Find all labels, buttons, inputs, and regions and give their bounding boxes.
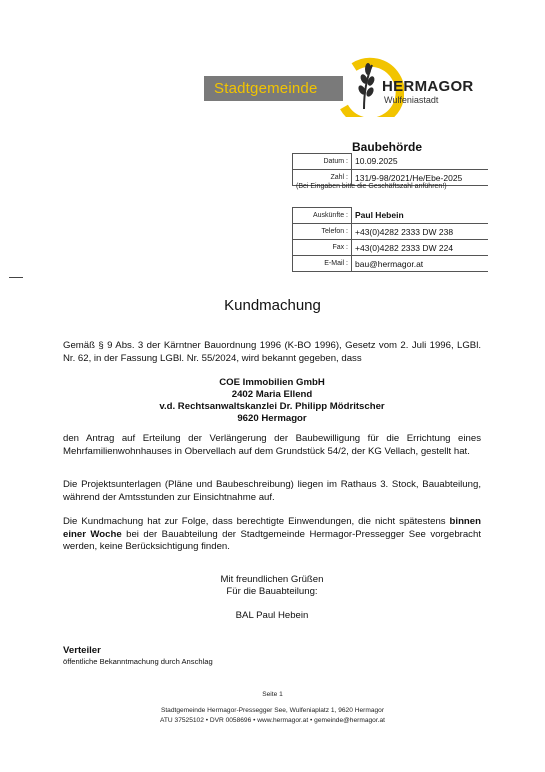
reference-hint: (Bei Eingaben bitte die Geschäftszahl anführen!) [296,183,447,190]
greeting: Mit freundlichen Grüßen [220,574,324,585]
objections-text-b: bei der Bauabteilung der Stadtgemeinde Hermagor-Pressegger See vorgebracht werden, keine Berücksichtigung finden. [63,528,481,552]
contact-table [292,207,488,272]
department-title: Baubehörde [352,140,423,154]
contact-value: +43(0)4282 2333 DW 224 [352,240,489,256]
brand-subtitle: Wulfeniastadt [384,95,439,105]
wulfenia-logo-icon [334,37,404,117]
meta-value: 10.09.2025 [352,154,489,170]
contact-email[interactable]: bau@hermagor.at [352,256,489,272]
contact-row [293,256,489,272]
meta-key: Datum : [293,154,352,170]
meta-row-date [293,154,489,170]
intro-paragraph: Gemäß § 9 Abs. 3 der Kärntner Bauordnung 1996 (K-BO 1996), Gesetz vom 2. Juli 1996, LGBl. Nr. 62, in der Fassung LGBl. Nr. 55/2024, wird bekannt gegeben, dass [63,340,481,364]
department-sign: Für die Bauabteilung: [226,586,318,597]
addressee-line: v.d. Rechtsanwaltskanzlei Dr. Philipp Mödritscher [159,401,385,412]
contact-row [293,240,489,256]
addressee-line: 2402 Maria Ellend [231,389,313,400]
document-title: Kundmachung [224,297,321,314]
meta-key: Zahl : [293,170,352,186]
reference-table [292,153,488,186]
paragraph-objections [63,516,481,554]
distribution-title: Verteiler [63,645,101,656]
contact-key: Auskünfte : [293,208,352,224]
contact-value: Paul Hebein [352,208,489,224]
contact-value: +43(0)4282 2333 DW 238 [352,224,489,240]
meta-value: 131/9-98/2021/He/Ebe-2025 [352,170,489,186]
fold-mark [9,277,23,278]
footer-contact: ATU 37525102 • DVR 0058696 • www.hermagor.at • gemeinde@hermagor.at [160,717,385,724]
contact-row [293,208,489,224]
addressee-line: 9620 Hermagor [237,413,307,424]
paragraph-request: den Antrag auf Erteilung der Verlängerung der Baubewilligung für die Errichtung eines Mehrfamilienwohnhauses in Obervellach auf dem Grundstück 54/2, der KG Vellach, gestellt hat. [63,433,481,457]
banner-text: Stadtgemeinde [214,80,318,97]
addressee-line: COE Immobilien GmbH [219,377,325,388]
signer-name: BAL Paul Hebein [235,610,309,621]
objections-deadline: binnen einer Woche [63,516,481,540]
brand-name: HERMAGOR [382,78,474,95]
page-number: Seite 1 [262,691,283,698]
contact-key: Fax : [293,240,352,256]
contact-key: Telefon : [293,224,352,240]
contact-row [293,224,489,240]
paragraph-documents: Die Projektsunterlagen (Pläne und Baubeschreibung) liegen im Rathaus 3. Stock, Bauabteilung, während der Amtsstunden zur Einsichtnahme auf. [63,479,481,503]
objections-text-a: Die Kundmachung hat zur Folge, dass berechtigte Einwendungen, die nicht spätestens [63,516,450,527]
contact-key: E-Mail : [293,256,352,272]
closing-block [63,574,481,598]
distribution-text: öffentliche Bekanntmachung durch Anschlag [63,657,213,666]
footer-address: Stadtgemeinde Hermagor-Pressegger See, Wulfeniaplatz 1, 9620 Hermagor [160,707,385,714]
addressee-block [63,377,481,425]
